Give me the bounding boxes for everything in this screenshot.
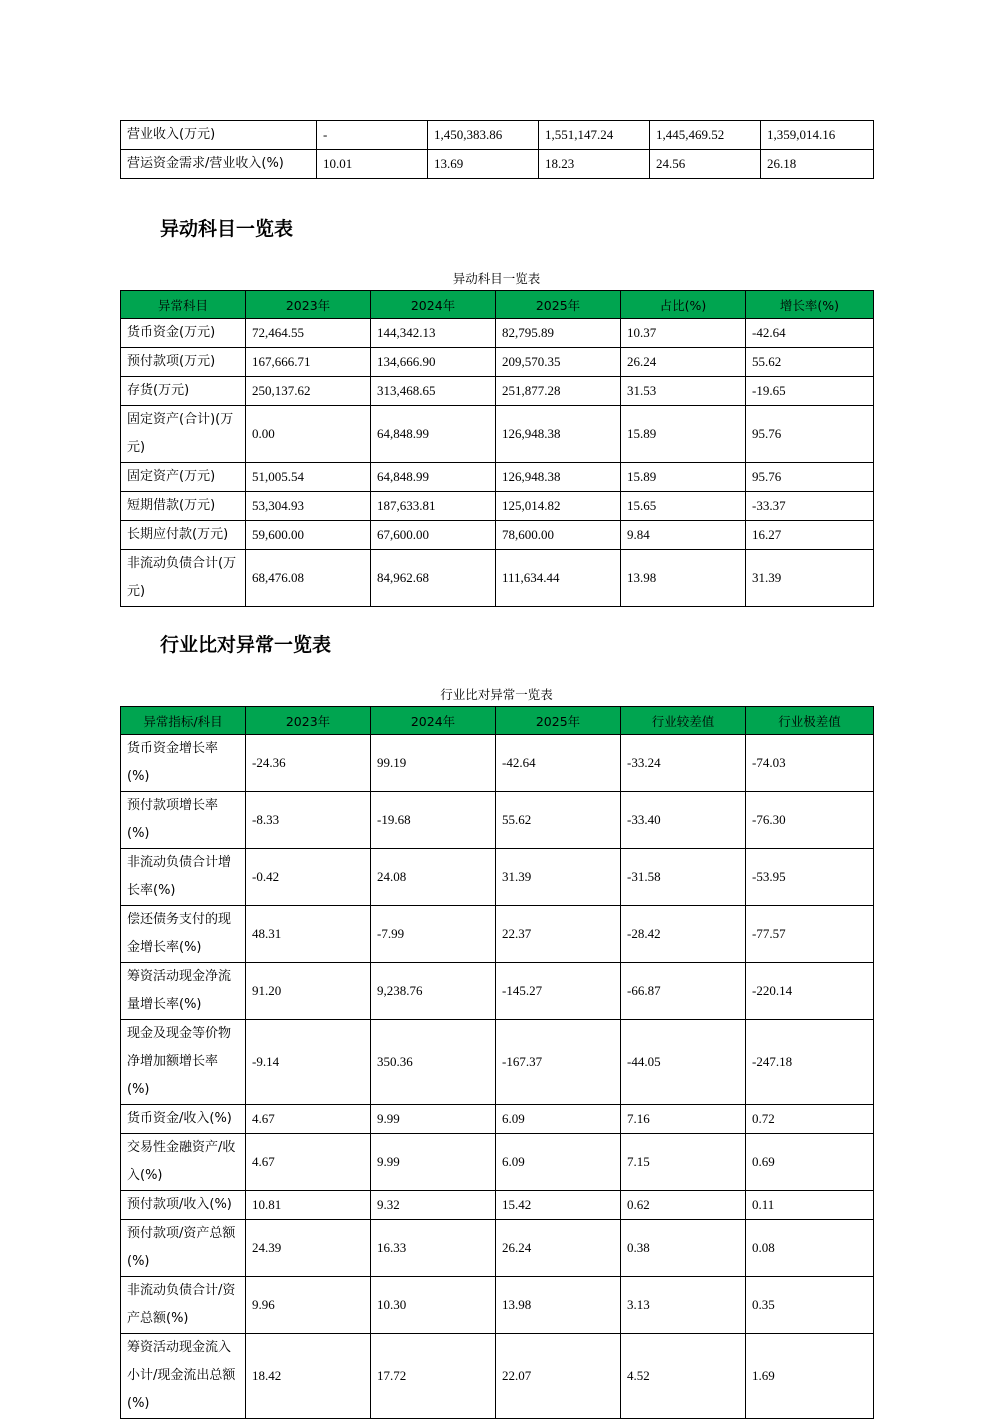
cell-value: -33.24	[621, 735, 746, 792]
row-label: 预付款项(万元)	[121, 348, 246, 377]
cell-value: -77.57	[746, 906, 874, 963]
cell-value: 13.98	[621, 550, 746, 607]
cell-value: -8.33	[246, 792, 371, 849]
cell-value: 0.35	[746, 1277, 874, 1334]
cell-value: 17.72	[371, 1334, 496, 1419]
cell-value: 111,634.44	[496, 550, 621, 607]
cell-value: -167.37	[496, 1020, 621, 1105]
column-header: 2023年	[246, 707, 371, 735]
column-header: 2024年	[371, 707, 496, 735]
table-row	[121, 1134, 874, 1191]
section-title-industry-comparison: 行业比对异常一览表	[160, 634, 332, 656]
row-label: 非流动负债合计(万元)	[121, 550, 246, 607]
cell-value: -42.64	[746, 319, 874, 348]
cell-value: -33.40	[621, 792, 746, 849]
table-caption-abnormal-items: 异动科目一览表	[452, 271, 541, 286]
row-label: 非流动负债合计/资产总额(%)	[121, 1277, 246, 1334]
cell-value: 10.30	[371, 1277, 496, 1334]
cell-value: 59,600.00	[246, 521, 371, 550]
cell-value: 9.99	[371, 1105, 496, 1134]
column-header: 行业极差值	[746, 707, 874, 735]
cell-value: 9.32	[371, 1191, 496, 1220]
industry-comparison-table	[120, 706, 874, 1419]
cell-value: 18.23	[539, 150, 650, 179]
row-label: 固定资产(万元)	[121, 463, 246, 492]
cell-value: 72,464.55	[246, 319, 371, 348]
cell-value: 10.37	[621, 319, 746, 348]
cell-value: -42.64	[496, 735, 621, 792]
cell-value: 125,014.82	[496, 492, 621, 521]
cell-value: 24.56	[650, 150, 761, 179]
row-label: 货币资金/收入(%)	[121, 1105, 246, 1134]
industry-comparison-body	[121, 735, 874, 1419]
cell-value: 82,795.89	[496, 319, 621, 348]
column-header: 2024年	[371, 291, 496, 319]
row-label: 预付款项/资产总额(%)	[121, 1220, 246, 1277]
revenue-table-body	[121, 121, 874, 179]
row-label: 筹资活动现金净流量增长率(%)	[121, 963, 246, 1020]
cell-value: 1,450,383.86	[428, 121, 539, 150]
cell-value: -9.14	[246, 1020, 371, 1105]
row-label: 短期借款(万元)	[121, 492, 246, 521]
cell-value: 16.33	[371, 1220, 496, 1277]
cell-value: 0.69	[746, 1134, 874, 1191]
row-label: 非流动负债合计增长率(%)	[121, 849, 246, 906]
revenue-table	[120, 120, 874, 179]
row-label: 偿还债务支付的现金增长率(%)	[121, 906, 246, 963]
row-label: 货币资金(万元)	[121, 319, 246, 348]
table-row	[121, 963, 874, 1020]
cell-value: -31.58	[621, 849, 746, 906]
table-row	[121, 121, 874, 150]
table-row	[121, 849, 874, 906]
cell-value: 48.31	[246, 906, 371, 963]
cell-value: 250,137.62	[246, 377, 371, 406]
row-label: 预付款项/收入(%)	[121, 1191, 246, 1220]
table-row	[121, 1191, 874, 1220]
cell-value: 126,948.38	[496, 463, 621, 492]
cell-value: 84,962.68	[371, 550, 496, 607]
row-label: 预付款项增长率(%)	[121, 792, 246, 849]
column-header: 2025年	[496, 707, 621, 735]
cell-value: -145.27	[496, 963, 621, 1020]
table-row	[121, 492, 874, 521]
section-title-abnormal-items: 异动科目一览表	[160, 218, 294, 240]
cell-value: 0.62	[621, 1191, 746, 1220]
cell-value: 16.27	[746, 521, 874, 550]
cell-value: -28.42	[621, 906, 746, 963]
cell-value: 1,551,147.24	[539, 121, 650, 150]
cell-value: -44.05	[621, 1020, 746, 1105]
cell-value: 24.39	[246, 1220, 371, 1277]
cell-value: 13.98	[496, 1277, 621, 1334]
table-row	[121, 319, 874, 348]
abnormal-items-body	[121, 319, 874, 607]
cell-value: 26.18	[761, 150, 874, 179]
cell-value: 6.09	[496, 1105, 621, 1134]
row-label: 长期应付款(万元)	[121, 521, 246, 550]
cell-value: 64,848.99	[371, 406, 496, 463]
cell-value: 67,600.00	[371, 521, 496, 550]
row-label: 筹资活动现金流入小计/现金流出总额(%)	[121, 1334, 246, 1419]
table-row	[121, 1277, 874, 1334]
cell-value: 15.89	[621, 463, 746, 492]
cell-value: -76.30	[746, 792, 874, 849]
cell-value: 0.72	[746, 1105, 874, 1134]
table-row	[121, 463, 874, 492]
column-header: 异常科目	[121, 291, 246, 319]
cell-value: 167,666.71	[246, 348, 371, 377]
table-row	[121, 521, 874, 550]
column-header: 行业较差值	[621, 707, 746, 735]
table-header-row	[121, 707, 874, 735]
cell-value: 4.67	[246, 1134, 371, 1191]
column-header: 增长率(%)	[746, 291, 874, 319]
cell-value: 18.42	[246, 1334, 371, 1419]
cell-value: 10.01	[317, 150, 428, 179]
cell-value: -19.65	[746, 377, 874, 406]
cell-value: 209,570.35	[496, 348, 621, 377]
row-label: 存货(万元)	[121, 377, 246, 406]
cell-value: 78,600.00	[496, 521, 621, 550]
cell-value: 53,304.93	[246, 492, 371, 521]
column-header: 2025年	[496, 291, 621, 319]
cell-value: 1,445,469.52	[650, 121, 761, 150]
row-label: 营业收入(万元)	[121, 121, 317, 150]
cell-value: 31.39	[746, 550, 874, 607]
cell-value: 26.24	[496, 1220, 621, 1277]
cell-value: -24.36	[246, 735, 371, 792]
cell-value: 95.76	[746, 463, 874, 492]
cell-value: 7.16	[621, 1105, 746, 1134]
cell-value: -220.14	[746, 963, 874, 1020]
table-row	[121, 377, 874, 406]
cell-value: 0.38	[621, 1220, 746, 1277]
cell-value: -7.99	[371, 906, 496, 963]
cell-value: 4.67	[246, 1105, 371, 1134]
row-label: 交易性金融资产/收入(%)	[121, 1134, 246, 1191]
row-label: 货币资金增长率(%)	[121, 735, 246, 792]
cell-value: 7.15	[621, 1134, 746, 1191]
cell-value: 313,468.65	[371, 377, 496, 406]
table-row	[121, 348, 874, 377]
cell-value: 22.37	[496, 906, 621, 963]
column-header: 占比(%)	[621, 291, 746, 319]
cell-value: 9.96	[246, 1277, 371, 1334]
cell-value: 9.84	[621, 521, 746, 550]
cell-value: 3.13	[621, 1277, 746, 1334]
cell-value: 187,633.81	[371, 492, 496, 521]
table-row	[121, 1334, 874, 1419]
cell-value: 51,005.54	[246, 463, 371, 492]
table-row	[121, 1220, 874, 1277]
cell-value: 15.42	[496, 1191, 621, 1220]
table-row	[121, 735, 874, 792]
cell-value: 95.76	[746, 406, 874, 463]
cell-value: -33.37	[746, 492, 874, 521]
cell-value: 251,877.28	[496, 377, 621, 406]
cell-value: 31.39	[496, 849, 621, 906]
cell-value: 6.09	[496, 1134, 621, 1191]
cell-value: 0.11	[746, 1191, 874, 1220]
column-header: 2023年	[246, 291, 371, 319]
table-row	[121, 792, 874, 849]
cell-value: 26.24	[621, 348, 746, 377]
table-row	[121, 550, 874, 607]
cell-value: 15.89	[621, 406, 746, 463]
cell-value: 1.69	[746, 1334, 874, 1419]
cell-value: 22.07	[496, 1334, 621, 1419]
cell-value: 134,666.90	[371, 348, 496, 377]
row-label: 固定资产(合计)(万元)	[121, 406, 246, 463]
cell-value: 64,848.99	[371, 463, 496, 492]
cell-value: -0.42	[246, 849, 371, 906]
cell-value: 144,342.13	[371, 319, 496, 348]
cell-value: 0.08	[746, 1220, 874, 1277]
cell-value: 4.52	[621, 1334, 746, 1419]
cell-value: 9.99	[371, 1134, 496, 1191]
table-row	[121, 406, 874, 463]
cell-value: 1,359,014.16	[761, 121, 874, 150]
cell-value: 24.08	[371, 849, 496, 906]
cell-value: 350.36	[371, 1020, 496, 1105]
cell-value: 91.20	[246, 963, 371, 1020]
row-label: 现金及现金等价物净增加额增长率(%)	[121, 1020, 246, 1105]
cell-value: -19.68	[371, 792, 496, 849]
row-label: 营运资金需求/营业收入(%)	[121, 150, 317, 179]
cell-value: -53.95	[746, 849, 874, 906]
cell-value: -247.18	[746, 1020, 874, 1105]
table-row	[121, 1020, 874, 1105]
table-row	[121, 1105, 874, 1134]
table-row	[121, 150, 874, 179]
table-header-row	[121, 291, 874, 319]
column-header: 异常指标/科目	[121, 707, 246, 735]
cell-value: 55.62	[496, 792, 621, 849]
cell-value: -66.87	[621, 963, 746, 1020]
table-row	[121, 906, 874, 963]
abnormal-items-table	[120, 290, 874, 607]
cell-value: 126,948.38	[496, 406, 621, 463]
cell-value: 0.00	[246, 406, 371, 463]
cell-value: 15.65	[621, 492, 746, 521]
cell-value: 99.19	[371, 735, 496, 792]
table-caption-industry-comparison: 行业比对异常一览表	[440, 687, 553, 702]
cell-value: 10.81	[246, 1191, 371, 1220]
cell-value: 55.62	[746, 348, 874, 377]
cell-value: -	[317, 121, 428, 150]
cell-value: 9,238.76	[371, 963, 496, 1020]
cell-value: -74.03	[746, 735, 874, 792]
cell-value: 31.53	[621, 377, 746, 406]
cell-value: 68,476.08	[246, 550, 371, 607]
cell-value: 13.69	[428, 150, 539, 179]
